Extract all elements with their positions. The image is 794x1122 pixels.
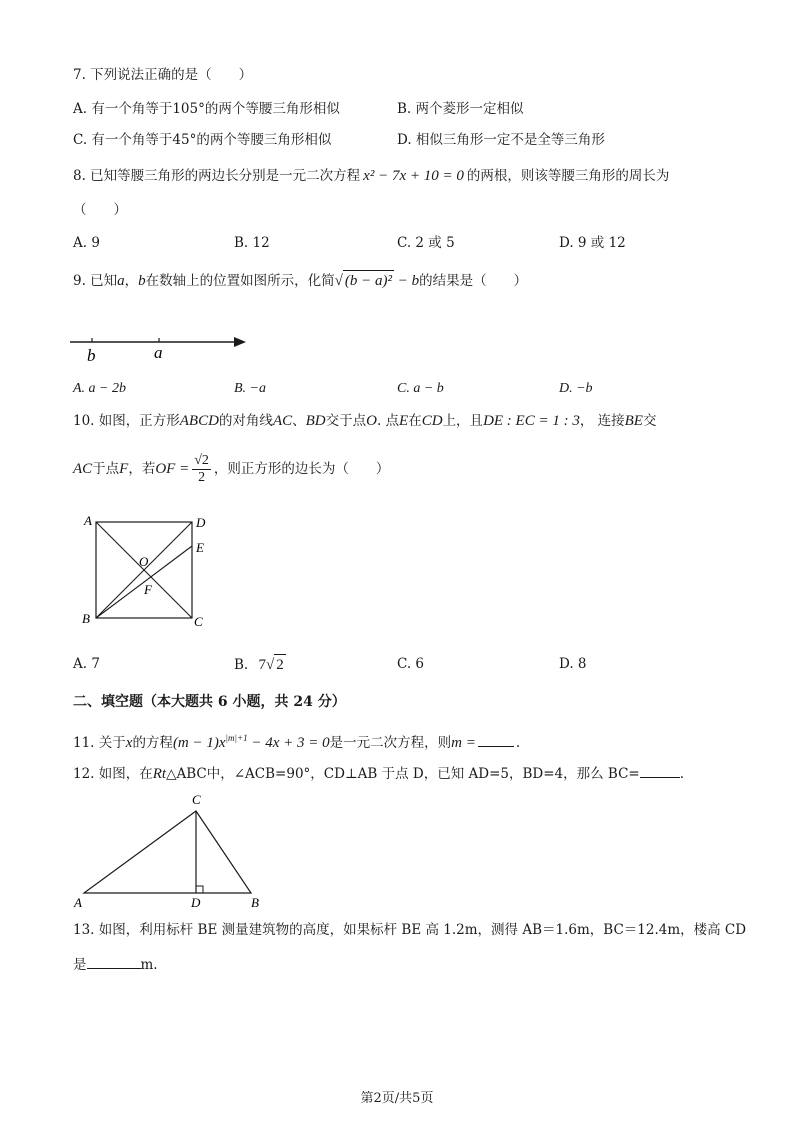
q9-minus-b: − b xyxy=(394,273,420,289)
q10-cd: CD xyxy=(421,413,443,429)
q12-label-a: A xyxy=(74,895,82,910)
q10-line-2 xyxy=(73,453,389,486)
q11-m: m = xyxy=(451,735,476,751)
q12-right-angle-mark xyxy=(196,886,203,893)
q12-rt: Rt xyxy=(152,766,167,782)
q10-ratio: DE : EC = 1 : 3 xyxy=(483,413,580,429)
q12-triangle-abc xyxy=(84,811,251,893)
q11-t2: 的方程 xyxy=(132,735,173,751)
q12-triangle: △ABC xyxy=(166,766,207,782)
q10-t2: 的对角线 xyxy=(218,413,273,429)
q7-option-c: C. 有一个角等于45°的两个等腰三角形相似 xyxy=(73,132,332,148)
q9-option-d: D. −b xyxy=(559,381,593,396)
q10-ac-2: AC xyxy=(73,461,93,477)
q10-label-c: C xyxy=(194,614,203,629)
q13-line-2 xyxy=(73,954,158,975)
q8-stem-post: 的两根，则该等腰三角形的周长为 xyxy=(466,168,670,184)
q12-end: . xyxy=(679,766,685,782)
q9-stem-mid: 在数轴上的位置如图所示，化简 xyxy=(145,273,335,289)
q12-t2: 中，∠ACB=90°，CD⊥AB 于点 D，已知 AD=5，BD=4，那么 BC= xyxy=(206,766,640,782)
q11-x: x xyxy=(125,735,133,751)
q10-ac: AC xyxy=(272,413,293,429)
q11-end: . xyxy=(515,735,521,751)
q11-eq-exp: |m|+1 xyxy=(225,733,248,743)
q12-label-d: D xyxy=(191,895,201,910)
q9-radicand: (b − a)² xyxy=(343,270,394,291)
q8-equation: x² − 7x + 10 = 0 xyxy=(363,168,464,184)
q11-eq-right: − 4x + 3 = 0 xyxy=(247,735,330,751)
q9-stem-post: 的结果是（ ） xyxy=(419,273,528,289)
q10-option-b-prefix: B. xyxy=(234,657,249,673)
q8-stem xyxy=(73,166,669,186)
q9-option-b: B. −a xyxy=(234,381,266,396)
q9-axis-arrow xyxy=(234,337,246,347)
q10-label-b: B xyxy=(82,611,90,626)
q10-option-b-coef: 7 xyxy=(258,657,267,673)
q11-eq-left: (m − 1)x xyxy=(172,735,226,751)
q10-frac-num: √2 xyxy=(194,453,209,468)
q12-triangle-figure xyxy=(70,790,270,910)
q10-t11: ，若 xyxy=(128,461,156,477)
q10-option-b-radicand: 2 xyxy=(274,654,286,675)
q7-stem: 7. 下列说法正确的是（ ） xyxy=(73,67,253,83)
q10-t3: 、 xyxy=(292,413,306,429)
q10-bd: BD xyxy=(305,413,326,429)
q10-label-d: D xyxy=(196,515,206,530)
q10-e: E xyxy=(399,413,409,429)
q13-t1: 是 xyxy=(73,957,87,973)
q10-be: BE xyxy=(624,413,643,429)
q10-option-c: C. 6 xyxy=(397,656,425,672)
q8-option-b: B. 12 xyxy=(234,235,270,251)
q10-t7: 上，且 xyxy=(442,413,484,429)
q10-t6: 在 xyxy=(408,413,422,429)
q11-t3: 是一元二次方程，则 xyxy=(329,735,452,751)
q12-t1: 12. 如图，在 xyxy=(73,766,153,782)
q10-of: OF = xyxy=(155,461,190,477)
q11-stem xyxy=(73,728,520,753)
q8-option-a: A. 9 xyxy=(73,235,100,251)
q10-option-b xyxy=(234,654,286,675)
q12-stem xyxy=(73,763,684,784)
q10-square-figure xyxy=(76,512,216,632)
q10-label-o: O xyxy=(139,554,149,569)
q8-option-d: D. 9 或 12 xyxy=(559,235,626,251)
q8-stem-pre: 8. 已知等腰三角形的两边长分别是一元二次方程 xyxy=(73,168,361,184)
q9-option-a: A. a − 2b xyxy=(73,381,126,396)
q12-label-b: B xyxy=(251,895,259,910)
q10-t4: 交于点 xyxy=(325,413,367,429)
q11-t1: 11. 关于 xyxy=(73,735,126,751)
page-footer: 第2页/共5页 xyxy=(360,1091,434,1106)
section-2-title: 二、填空题（本大题共 6 小题，共 24 分） xyxy=(73,694,346,710)
q10-o: O xyxy=(366,413,377,429)
q10-option-d: D. 8 xyxy=(559,656,587,672)
q9-label-b: b xyxy=(87,346,96,365)
q12-answer-blank[interactable] xyxy=(640,763,680,778)
q10-t5: . 点 xyxy=(376,413,400,429)
q9-option-c: C. a − b xyxy=(397,381,444,396)
q10-abcd: ABCD xyxy=(179,413,219,429)
q9-number-line xyxy=(68,328,258,368)
q10-label-e: E xyxy=(196,540,204,555)
q10-t8: ， 连接 xyxy=(579,413,625,429)
q10-label-f: F xyxy=(144,582,152,597)
q10-option-a: A. 7 xyxy=(73,656,100,672)
q9-radical: √ (b − a)² − b xyxy=(335,273,419,289)
q9-var-b: b xyxy=(138,273,146,289)
q9-stem xyxy=(73,270,527,291)
q9-stem-pre: 9. 已知 xyxy=(73,273,118,289)
q13-line-1: 13. 如图，利用标杆 BE 测量建筑物的高度，如果标杆 BE 高 1.2m，测得 AB＝1.6m，BC＝12.4m，楼高 CD xyxy=(73,922,747,938)
q7-option-a: A. 有一个角等于105°的两个等腰三角形相似 xyxy=(73,101,340,117)
q10-line-1 xyxy=(73,411,656,431)
q7-option-b: B. 两个菱形一定相似 xyxy=(397,101,524,117)
q10-label-a: A xyxy=(84,513,92,528)
q11-answer-blank[interactable] xyxy=(478,732,514,747)
q8-option-c: C. 2 或 5 xyxy=(397,235,455,251)
q10-option-b-value: 7√ 2 xyxy=(259,657,286,673)
q13-answer-blank[interactable] xyxy=(87,954,141,969)
q9-var-a: a xyxy=(117,273,125,289)
q12-label-c: C xyxy=(192,792,201,807)
q10-t9: 交 xyxy=(642,413,657,429)
q8-paren: （ ） xyxy=(73,202,127,218)
q10-fraction xyxy=(192,453,211,486)
q7-option-d: D. 相似三角形一定不是全等三角形 xyxy=(397,132,605,148)
q11-equation xyxy=(173,735,330,751)
q10-t10: 于点 xyxy=(92,461,120,477)
q13-t2: m. xyxy=(140,957,158,973)
q10-f: F xyxy=(119,461,129,477)
q10-frac-den: 2 xyxy=(198,470,206,485)
q9-sep: ， xyxy=(124,273,139,289)
q9-label-a: a xyxy=(154,343,163,362)
q10-t12: ，则正方形的边长为（ ） xyxy=(213,461,390,477)
q10-t1: 10. 如图，正方形 xyxy=(73,413,180,429)
